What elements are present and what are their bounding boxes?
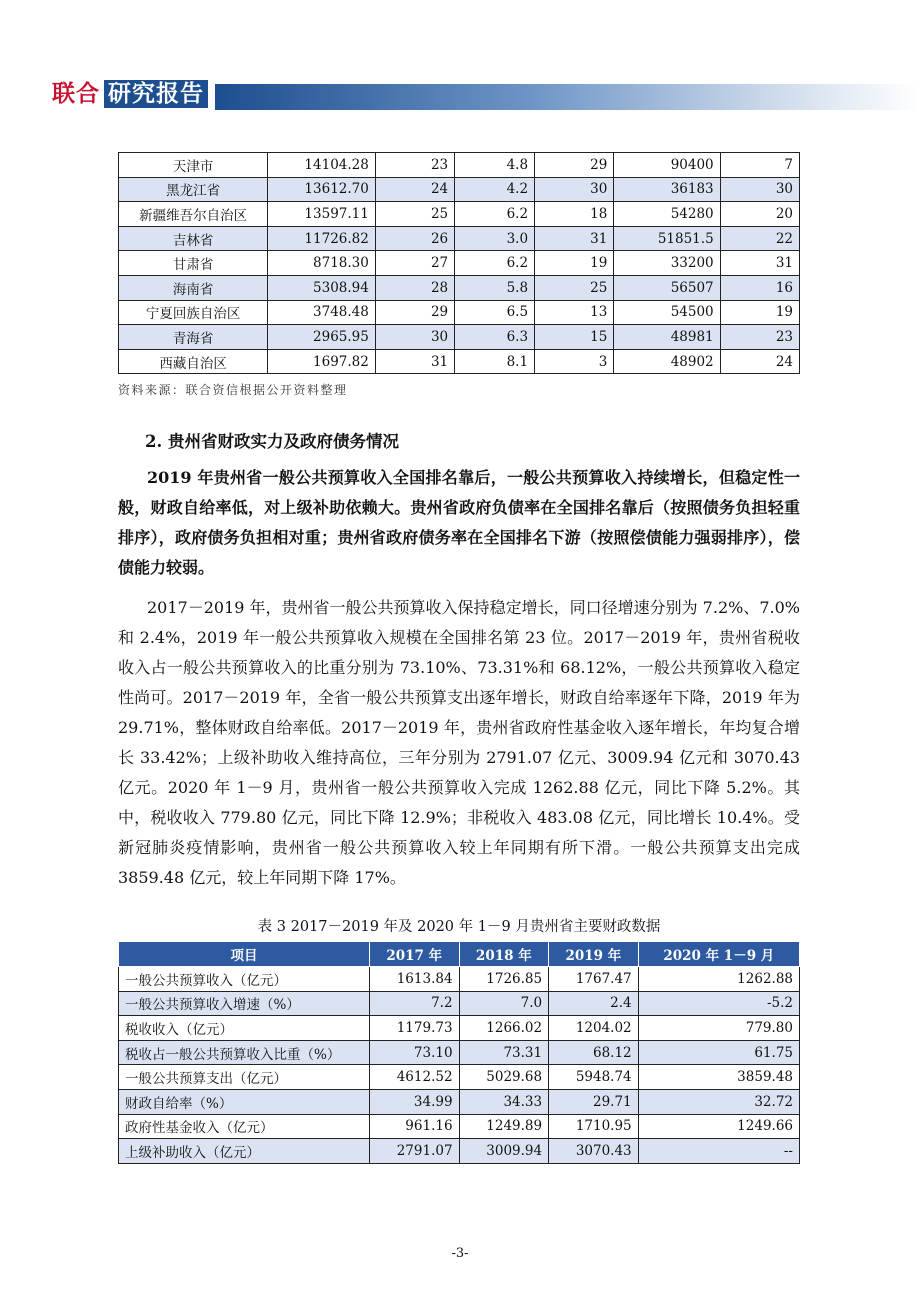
table-cell: 22 bbox=[720, 226, 799, 251]
table-cell: 27 bbox=[375, 251, 454, 276]
table-cell: 24 bbox=[720, 349, 799, 374]
table-cell: 48981 bbox=[614, 325, 720, 350]
table-cell: 23 bbox=[375, 153, 454, 178]
table-cell: 5029.68 bbox=[459, 1065, 549, 1090]
table-cell: 25 bbox=[535, 275, 614, 300]
table-cell: 16 bbox=[720, 275, 799, 300]
table-cell: -- bbox=[638, 1139, 799, 1164]
table-cell: 30 bbox=[720, 177, 799, 202]
table-cell: 68.12 bbox=[549, 1040, 639, 1065]
table-cell: 1204.02 bbox=[549, 1016, 639, 1041]
table-cell: 3748.48 bbox=[268, 300, 376, 325]
table-row bbox=[119, 991, 800, 1016]
row-label: 政府性基金收入（亿元） bbox=[119, 1114, 370, 1139]
table-cell: 1726.85 bbox=[459, 967, 549, 992]
table-row bbox=[119, 1114, 800, 1139]
column-header-2018: 2018 年 bbox=[459, 942, 549, 967]
table-cell: 3 bbox=[535, 349, 614, 374]
province-name: 西藏自治区 bbox=[119, 349, 268, 374]
table-cell: 2.4 bbox=[549, 991, 639, 1016]
table-cell: 6.5 bbox=[455, 300, 535, 325]
row-label: 上级补助收入（亿元） bbox=[119, 1139, 370, 1164]
header-gradient-bar bbox=[215, 84, 920, 110]
table-cell: 28 bbox=[375, 275, 454, 300]
table-cell: 1767.47 bbox=[549, 967, 639, 992]
table-cell: 8718.30 bbox=[268, 251, 376, 276]
table-cell: 34.99 bbox=[370, 1089, 460, 1114]
report-header bbox=[0, 78, 920, 112]
table-cell: 1179.73 bbox=[370, 1016, 460, 1041]
row-label: 一般公共预算收入增速（%） bbox=[119, 991, 370, 1016]
table-cell: 15 bbox=[535, 325, 614, 350]
summary-paragraph bbox=[118, 463, 800, 583]
province-name: 吉林省 bbox=[119, 226, 268, 251]
table-cell: 25 bbox=[375, 202, 454, 227]
table-cell: 61.75 bbox=[638, 1040, 799, 1065]
table-cell: 3070.43 bbox=[549, 1139, 639, 1164]
table-cell: 5948.74 bbox=[549, 1065, 639, 1090]
table-row bbox=[119, 300, 800, 325]
table-cell: 961.16 bbox=[370, 1114, 460, 1139]
table-cell: 2965.95 bbox=[268, 325, 376, 350]
table-cell: 18 bbox=[535, 202, 614, 227]
province-name: 海南省 bbox=[119, 275, 268, 300]
table-cell: 7.0 bbox=[459, 991, 549, 1016]
table-cell: 54500 bbox=[614, 300, 720, 325]
table-row bbox=[119, 1016, 800, 1041]
table-row bbox=[119, 177, 800, 202]
table-cell: 7 bbox=[720, 153, 799, 178]
province-name: 新疆维吾尔自治区 bbox=[119, 202, 268, 227]
table-row bbox=[119, 251, 800, 276]
table-cell: 14104.28 bbox=[268, 153, 376, 178]
table-row bbox=[119, 1065, 800, 1090]
table-cell: 7.2 bbox=[370, 991, 460, 1016]
table-cell: 779.80 bbox=[638, 1016, 799, 1041]
table-cell: 29 bbox=[535, 153, 614, 178]
table-cell: 30 bbox=[375, 325, 454, 350]
table-row bbox=[119, 153, 800, 178]
table-cell: 90400 bbox=[614, 153, 720, 178]
section-title: 2. 贵州省财政实力及政府债务情况 bbox=[145, 432, 399, 451]
table-cell: 1249.89 bbox=[459, 1114, 549, 1139]
table-cell: 1697.82 bbox=[268, 349, 376, 374]
table-cell: 34.33 bbox=[459, 1089, 549, 1114]
table-cell: 32.72 bbox=[638, 1089, 799, 1114]
table-cell: 6.2 bbox=[455, 202, 535, 227]
table-cell: 26 bbox=[375, 226, 454, 251]
table-cell: 19 bbox=[720, 300, 799, 325]
table-cell: 1262.88 bbox=[638, 967, 799, 992]
table-cell: 29.71 bbox=[549, 1089, 639, 1114]
brand-logo-research-report: 研究报告 bbox=[104, 80, 208, 108]
table-row bbox=[119, 325, 800, 350]
fiscal-data-table bbox=[118, 941, 800, 1164]
table-cell: 30 bbox=[535, 177, 614, 202]
table-row bbox=[119, 202, 800, 227]
body-paragraph bbox=[118, 593, 800, 893]
table-cell: 73.10 bbox=[370, 1040, 460, 1065]
table-cell: 13 bbox=[535, 300, 614, 325]
table-row bbox=[119, 349, 800, 374]
table-cell: 20 bbox=[720, 202, 799, 227]
table-cell: 4.2 bbox=[455, 177, 535, 202]
province-name: 天津市 bbox=[119, 153, 268, 178]
table-cell: 31 bbox=[720, 251, 799, 276]
table-row bbox=[119, 1040, 800, 1065]
table-cell: 33200 bbox=[614, 251, 720, 276]
table-cell: 1613.84 bbox=[370, 967, 460, 992]
table-cell: 56507 bbox=[614, 275, 720, 300]
table-cell: 36183 bbox=[614, 177, 720, 202]
column-header-2019: 2019 年 bbox=[549, 942, 639, 967]
table-cell: 3.0 bbox=[455, 226, 535, 251]
table-cell: 1710.95 bbox=[549, 1114, 639, 1139]
data-source-note: 资料来源：联合资信根据公开资料整理 bbox=[118, 383, 348, 397]
table-cell: 5.8 bbox=[455, 275, 535, 300]
table-cell: 3009.94 bbox=[459, 1139, 549, 1164]
table-row bbox=[119, 1139, 800, 1164]
table-cell: 5308.94 bbox=[268, 275, 376, 300]
row-label: 税收占一般公共预算收入比重（%） bbox=[119, 1040, 370, 1065]
table-row bbox=[119, 226, 800, 251]
table-cell: 13612.70 bbox=[268, 177, 376, 202]
brand-logo-lianhe: 联合 bbox=[52, 81, 100, 107]
province-name: 宁夏回族自治区 bbox=[119, 300, 268, 325]
table-cell: 4612.52 bbox=[370, 1065, 460, 1090]
province-name: 甘肃省 bbox=[119, 251, 268, 276]
table-cell: 73.31 bbox=[459, 1040, 549, 1065]
page-number: -3- bbox=[451, 1246, 469, 1261]
province-name: 青海省 bbox=[119, 325, 268, 350]
table-cell: 23 bbox=[720, 325, 799, 350]
province-ranking-table bbox=[118, 152, 800, 374]
table-cell: 6.3 bbox=[455, 325, 535, 350]
table-header-row bbox=[119, 942, 800, 967]
table-caption: 表 3 2017－2019 年及 2020 年 1－9 月贵州省主要财政数据 bbox=[257, 919, 661, 935]
row-label: 财政自给率（%） bbox=[119, 1089, 370, 1114]
table-row bbox=[119, 275, 800, 300]
table-cell: 4.8 bbox=[455, 153, 535, 178]
table-cell: 1266.02 bbox=[459, 1016, 549, 1041]
table-cell: 51851.5 bbox=[614, 226, 720, 251]
table-cell: 31 bbox=[375, 349, 454, 374]
row-label: 一般公共预算收入（亿元） bbox=[119, 967, 370, 992]
table-cell: 8.1 bbox=[455, 349, 535, 374]
province-name: 黑龙江省 bbox=[119, 177, 268, 202]
table-cell: 29 bbox=[375, 300, 454, 325]
table-cell: 31 bbox=[535, 226, 614, 251]
table-cell: 19 bbox=[535, 251, 614, 276]
table-row bbox=[119, 967, 800, 992]
row-label: 一般公共预算支出（亿元） bbox=[119, 1065, 370, 1090]
column-header-item: 项目 bbox=[119, 942, 370, 967]
table-row bbox=[119, 1089, 800, 1114]
table-cell: 6.2 bbox=[455, 251, 535, 276]
column-header-2017: 2017 年 bbox=[370, 942, 460, 967]
summary-text: 2019 年贵州省一般公共预算收入全国排名靠后，一般公共预算收入持续增长，但稳定性一般，财政自给率低，对上级补助依赖大。贵州省政府负债率在全国排名靠后（按照债务负担轻重排序），政府债务负担相对重；贵州省政府债务率在全国排名下游（按照偿债能力强弱排序），偿债能力较弱。 bbox=[118, 468, 800, 577]
table-cell: 54280 bbox=[614, 202, 720, 227]
table-cell: 48902 bbox=[614, 349, 720, 374]
table-cell: 1249.66 bbox=[638, 1114, 799, 1139]
table-cell: -5.2 bbox=[638, 991, 799, 1016]
table-cell: 24 bbox=[375, 177, 454, 202]
row-label: 税收收入（亿元） bbox=[119, 1016, 370, 1041]
table-cell: 13597.11 bbox=[268, 202, 376, 227]
table-cell: 11726.82 bbox=[268, 226, 376, 251]
column-header-2020: 2020 年 1－9 月 bbox=[638, 942, 799, 967]
body-text: 2017－2019 年，贵州省一般公共预算收入保持稳定增长，同口径增速分别为 7.2%、7.0%和 2.4%，2019 年一般公共预算收入规模在全国排名第 23 位。2017－2019 年，贵州省税收收入占一般公共预算收入的比重分别为 73.10%、73.31%和 68.12%，一般公共预算收入稳定性尚可。2017－2019 年，全省一般公共预算支出逐年增长，财政自给率逐年下降，2019 年为 29.71%，整体财政自给率低。2017－2019 年，贵州省政府性基金收入逐年增长，年均复合增长 33.42%；上级补助收入维持高位，三年分别为 2791.07 亿元、3009.94 亿元和 3070.43 亿元。2020 年 1－9 月，贵州省一般公共预算收入完成 1262.88 亿元，同比下降 5.2%。其中，税收收入 779.80 亿元，同比下降 12.9%；非税收入 483.08 亿元，同比增长 10.4%。受新冠肺炎疫情影响，贵州省一般公共预算收入较上年同期有所下滑。一般公共预算支出完成 3859.48 亿元，较上年同期下降 17%。 bbox=[118, 598, 800, 887]
table-cell: 2791.07 bbox=[370, 1139, 460, 1164]
table-cell: 3859.48 bbox=[638, 1065, 799, 1090]
